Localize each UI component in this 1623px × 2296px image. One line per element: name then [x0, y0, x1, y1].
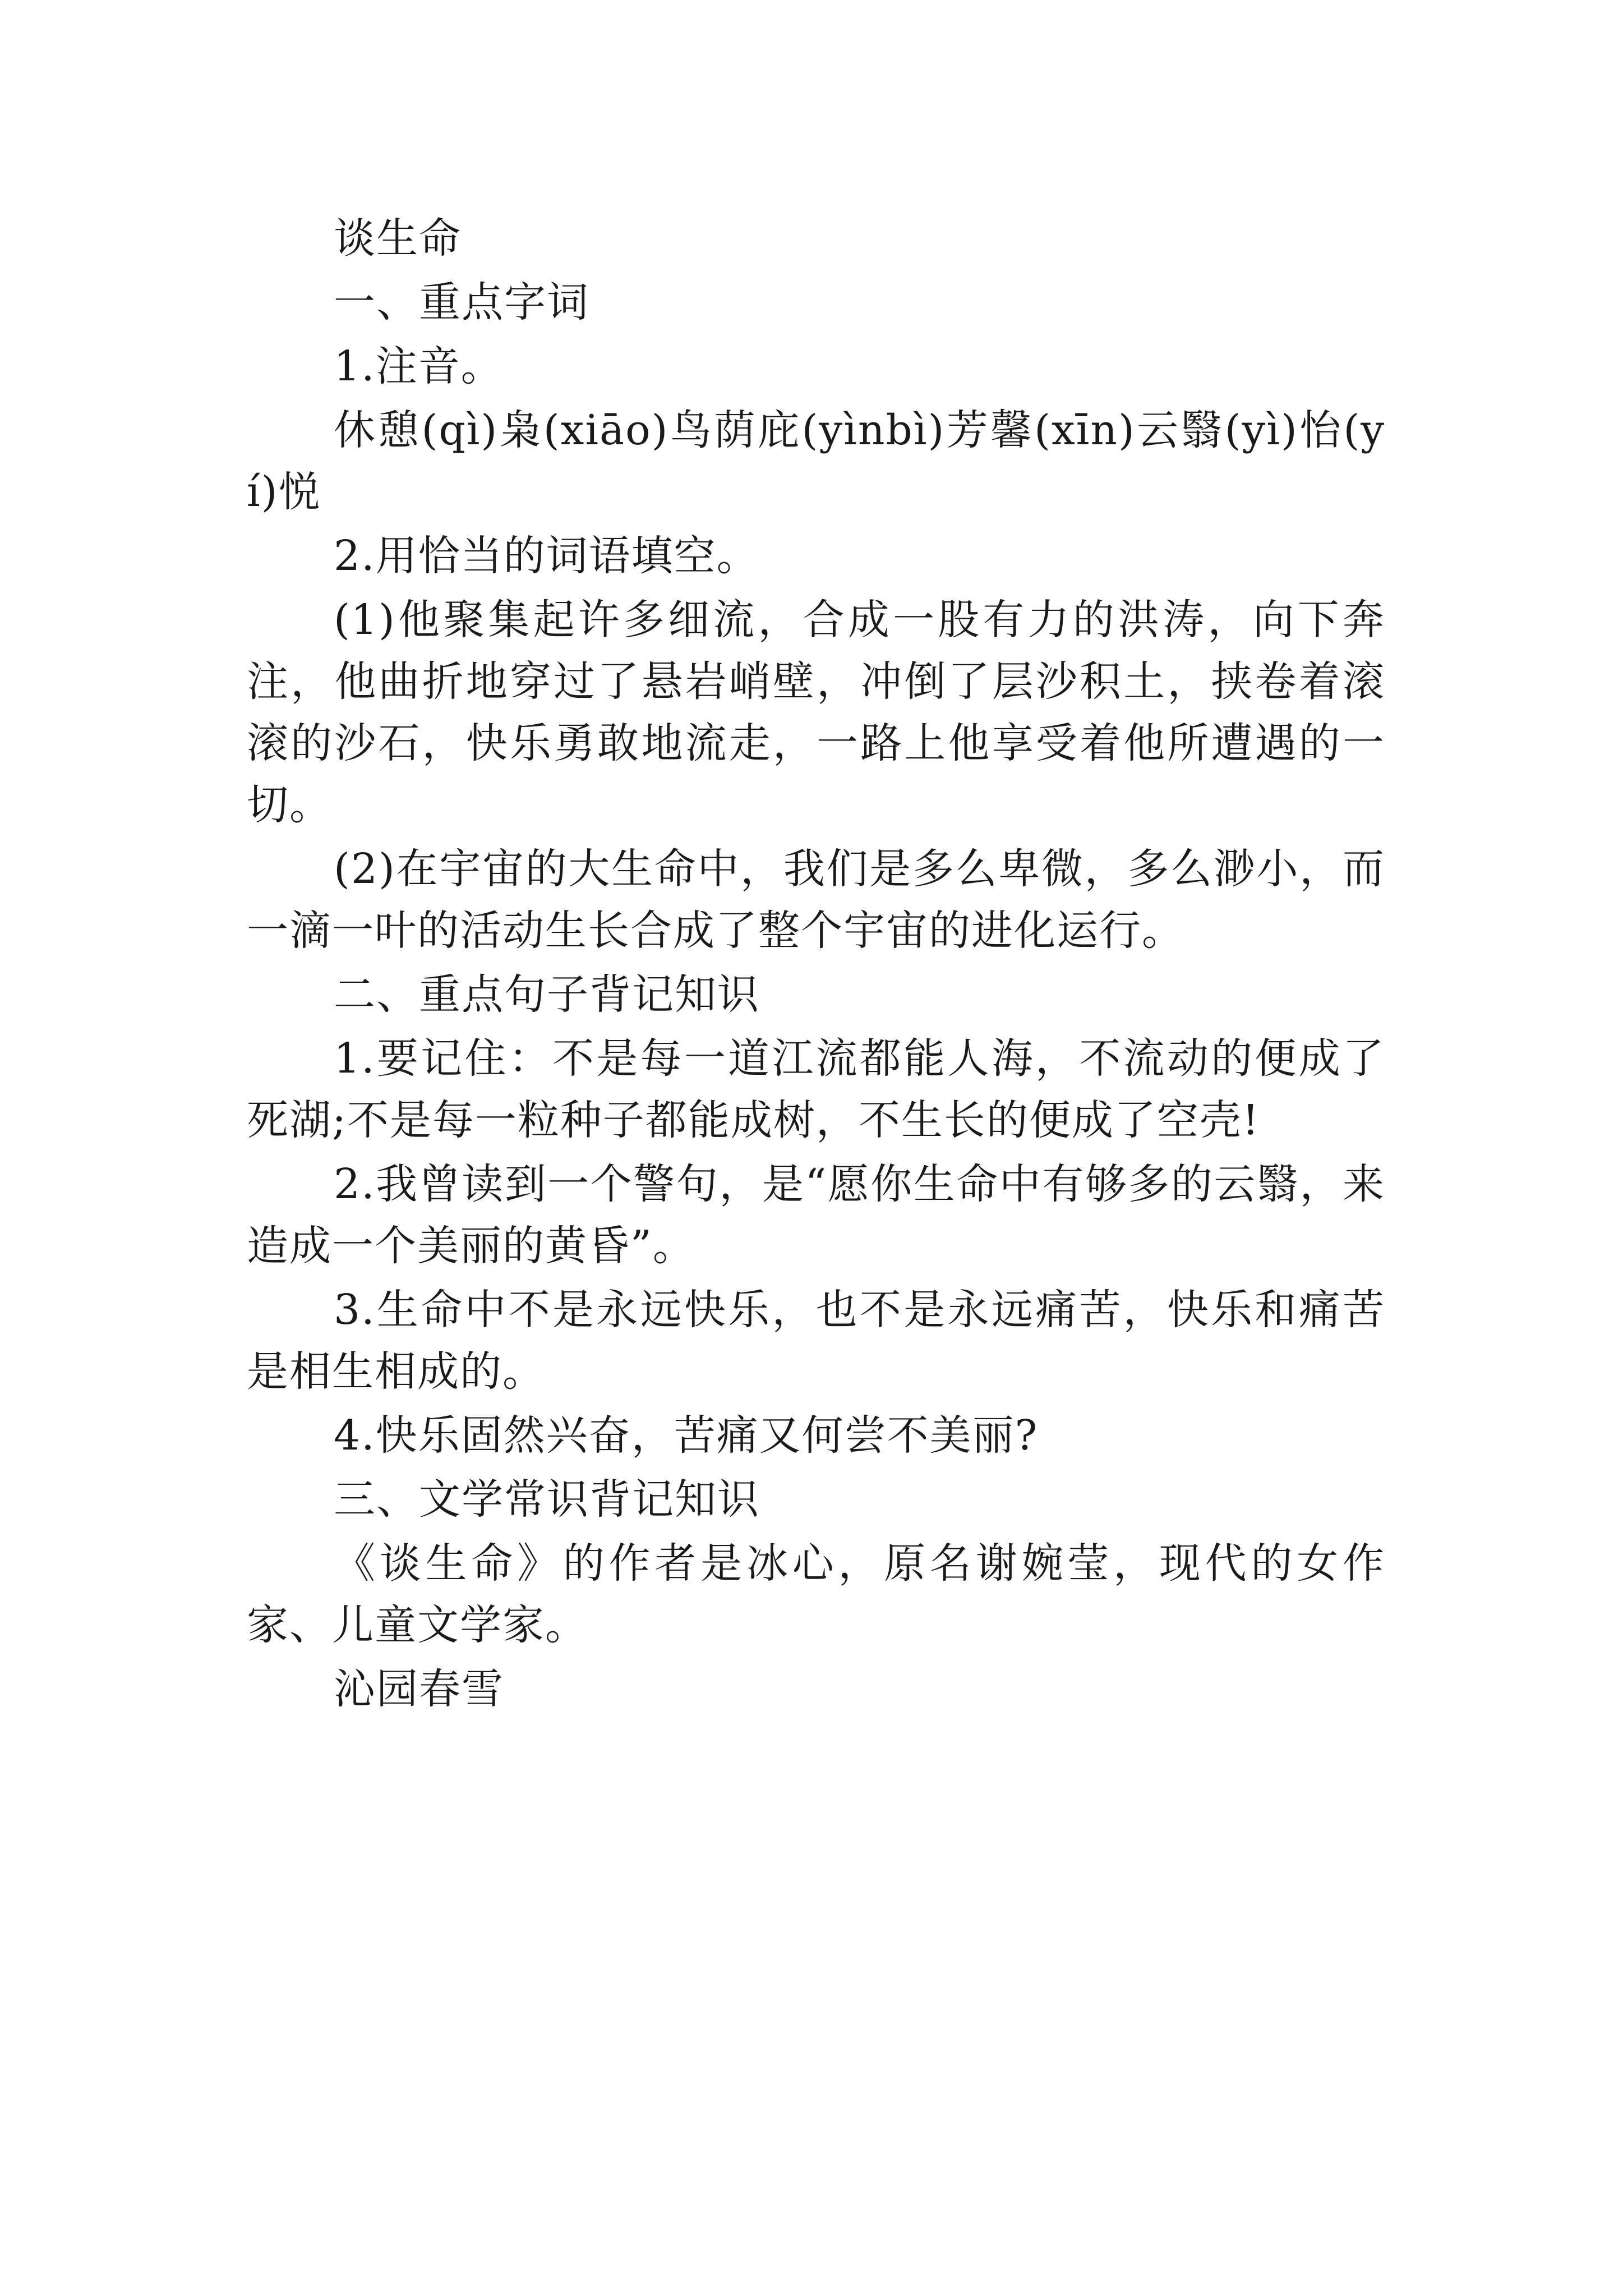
section-heading-key-sentences: 二、重点句子背记知识 [334, 970, 760, 1019]
next-article-title: 沁园春雪 [334, 1665, 504, 1713]
section-heading-literature: 三、文学常识背记知识 [334, 1475, 760, 1524]
article-title: 谈生命 [334, 214, 462, 263]
item-pronunciation-label: 1.注音。 [334, 342, 504, 390]
item-fill-blank-label: 2.用恰当的词语填空。 [334, 532, 759, 580]
key-sentence-2: 2.我曾读到一个警句，是“愿你生命中有够多的云翳，来造成一个美丽的黄昏”。 [247, 1160, 1385, 1270]
fill-blank-sentence-2: (2)在宇宙的大生命中，我们是多么卑微，多么渺小，而一滴一叶的活动生长合成了整个宇宙的进化运行。 [247, 845, 1385, 955]
section-heading-key-words: 一、重点字词 [334, 278, 589, 326]
key-sentence-4: 4.快乐固然兴奋，苦痛又何尝不美丽? [334, 1411, 1039, 1460]
document-body [247, 208, 1385, 1722]
fill-blank-sentence-1: (1)他聚集起许多细流，合成一股有力的洪涛，向下奔注，他曲折地穿过了悬岩峭壁，冲倒了层沙积土，挟卷着滚滚的沙石，快乐勇敢地流走，一路上他享受着他所遭遇的一切。 [247, 596, 1385, 829]
literature-knowledge: 《谈生命》的作者是冰心，原名谢婉莹，现代的女作家、儿童文学家。 [247, 1539, 1385, 1649]
pinyin-annotations: 休憩(qì)枭(xiāo)鸟荫庇(yìnbì)芳馨(xīn)云翳(yì)怡(yí)悦 [247, 406, 1385, 516]
key-sentence-3: 3.生命中不是永远快乐，也不是永远痛苦，快乐和痛苦是相生相成的。 [247, 1286, 1385, 1396]
key-sentence-1: 1.要记住：不是每一道江流都能人海，不流动的便成了死湖;不是每一粒种子都能成树，不生长的便成了空壳! [247, 1034, 1385, 1144]
